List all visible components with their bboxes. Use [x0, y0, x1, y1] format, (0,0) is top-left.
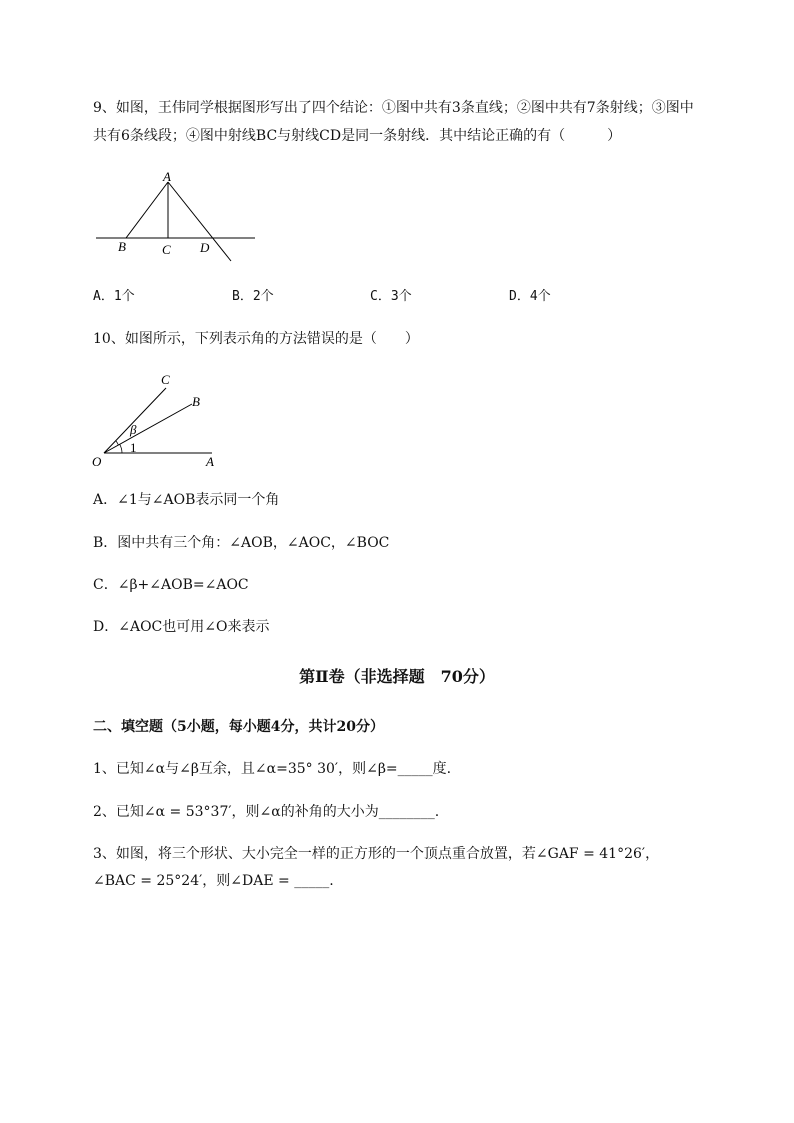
label-c: C: [161, 372, 170, 387]
fill-question-3-line1: 3、如图，将三个形状、大小完全一样的正方形的一个顶点重合放置，若∠GAF = 41°26′，: [93, 846, 660, 862]
q9-option-d[interactable]: D．4个: [509, 289, 551, 304]
part-title: 二、填空题（5小题，每小题4分，共计20分）: [93, 719, 384, 735]
fill-question-3-line2: ∠BAC = 25°24′，则∠DAE = _____.: [93, 873, 334, 889]
q10-figure: [88, 366, 228, 474]
q9-option-b[interactable]: B．2个: [232, 289, 274, 304]
q10-option-a[interactable]: A．∠1与∠AOB表示同一个角: [93, 492, 280, 508]
label-b: B: [118, 239, 126, 254]
ray-ob: [104, 404, 192, 453]
q9-stem-line1: 9、如图，王伟同学根据图形写出了四个结论：①图中共有3条直线；②图中共有7条射线；③图中: [93, 100, 694, 116]
segment-ab: [126, 182, 168, 238]
label-a: A: [206, 454, 214, 469]
q10-option-b[interactable]: B．图中共有三个角：∠AOB，∠AOC，∠BOC: [93, 535, 390, 551]
q9-option-a[interactable]: A．1个: [93, 289, 135, 304]
label-b: B: [192, 394, 200, 409]
section-title: 第Ⅱ卷（非选择题 70分）: [299, 667, 495, 686]
q9-stem-line2: 共有6条线段；④图中射线BC与射线CD是同一条射线．其中结论正确的有（ ）: [93, 128, 622, 144]
angle-arc-beta: [116, 441, 119, 445]
q9-option-c[interactable]: C．3个: [370, 289, 412, 304]
label-a: A: [163, 169, 171, 184]
q10-stem: 10、如图所示，下列表示角的方法错误的是（ ）: [93, 331, 419, 347]
q10-option-d[interactable]: D．∠AOC也可用∠O来表示: [93, 619, 270, 635]
angle-arc-1: [120, 444, 122, 453]
label-d: D: [200, 240, 210, 255]
fill-question-2: 2、已知∠α = 53°37′，则∠α的补角的大小为________.: [93, 804, 440, 820]
label-1: 1: [130, 440, 137, 455]
label-beta: β: [130, 422, 137, 437]
q9-figure: [90, 168, 270, 268]
q10-option-c[interactable]: C．∠β+∠AOB=∠AOC: [93, 577, 249, 593]
fill-question-1: 1、已知∠α与∠β互余，且∠α=35° 30′，则∠β=_____度.: [93, 761, 452, 777]
label-o: O: [92, 454, 102, 469]
label-c: C: [162, 242, 171, 257]
